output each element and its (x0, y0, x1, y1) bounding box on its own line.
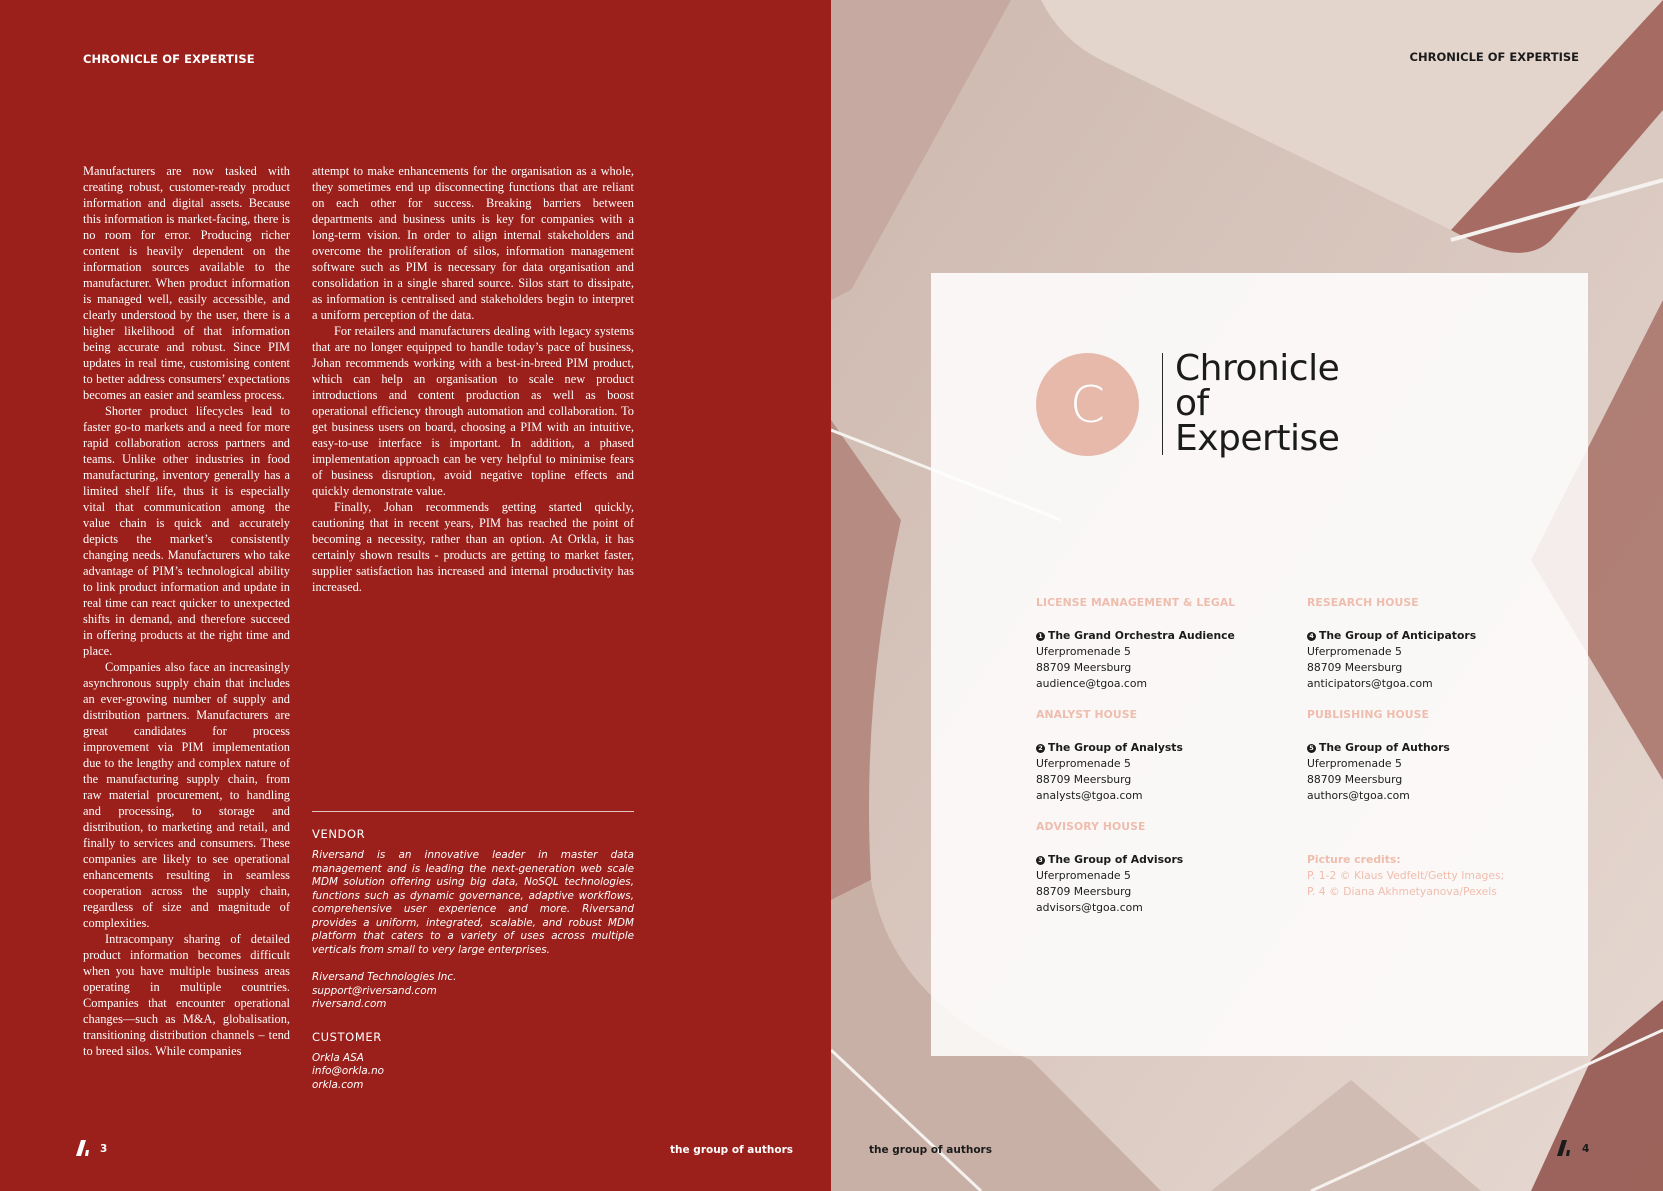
customer-email[interactable]: info@orkla.no (312, 1065, 385, 1077)
body-paragraph: For retailers and manufacturers dealing with legacy systems that are no longer equipped to handle today’s pace of business, Johan recommends working with a best-in-breed PIM product, which can help an organisation to scale new product introductions and content production as well as boost operational efficiency through automation and collaboration. To get business users on board, choosing a PIM with an intuitive, easy-to-use interface is important. In addition, a phased implementation approach can be very helpful to minimise fears of business disruption, avoid negative topline effects and quickly demonstrate value. (312, 324, 634, 498)
logo-title-line: Chronicle (1175, 348, 1340, 389)
running-head: CHRONICLE OF EXPERTISE (83, 52, 255, 66)
entry-city: 88709 Meersburg (1307, 773, 1403, 786)
brand-slash-mark-icon (1557, 1140, 1571, 1156)
number-badge: 2 (1036, 744, 1045, 753)
address-column-left (1036, 596, 1296, 932)
divider (312, 811, 634, 812)
entry-title: The Group of Analysts (1048, 741, 1183, 754)
credits-heading: Picture credits: (1307, 853, 1401, 866)
entry-street: Uferpromenade 5 (1307, 645, 1402, 658)
body-paragraph: Companies also face an increasingly asynchronous supply chain that includes an ever-growing number of supply and distribution partners. Manufacturers are great candidates for process improvement via PIM implementation due to the lengthy and complex nature of the manufacturing supply chain, from raw material procurement, to handling and processing, to storage and distribution, to marketing and retail, and finally to services and consumers. These companies are likely to see operational enhancements resulting in seamless cooperation across the supply chain, regardless of size and magnitude of complexities. (83, 660, 290, 930)
vendor-company: Riversand Technologies Inc. (312, 971, 457, 983)
entry-name (1036, 852, 1296, 868)
entry-title: The Grand Orchestra Audience (1048, 629, 1235, 642)
contact-panel (931, 273, 1588, 1056)
logo-title-line: Expertise (1175, 418, 1340, 459)
body-paragraph: Manufacturers are now tasked with creating robust, customer-ready product information and digital assets. Because this information is market-facing, there is no room for error. Producing richer content is heavily dependent on the information sources available to the manufacturer. When product information is managed well, easily accessible, and clearly understood by the user, there is a higher likelihood of that information being accurate and robust. Since PIM updates in real time, customising content to better address consumers’ expectations becomes an easier and seamless process. (83, 164, 290, 402)
vendor-contact (312, 971, 634, 1012)
right-page (831, 0, 1663, 1191)
footer-brand: the group of authors (670, 1144, 793, 1156)
body-paragraph: Shorter product lifecycles lead to faster go-to markets and a need for more rapid collaboration across partners and teams. Unlike other industries in food manufacturing, inventory generally has a limited shelf life, thus it is especially vital that communication among the value chain is quick and accurately depicts the market’s consistently changing needs. Manufacturers who take advantage of PIM’s technological ability to link product information and update in real time can react quicker to unexpected shifts in demand, and therefore succeed in offering products at the right time and place. (83, 404, 290, 658)
address-group (1036, 708, 1296, 820)
house-heading: LICENSE MANAGEMENT & LEGAL (1036, 596, 1236, 609)
address-group (1307, 596, 1567, 708)
page-number: 3 (100, 1143, 108, 1155)
address-group (1036, 596, 1296, 708)
entry-street: Uferpromenade 5 (1307, 757, 1402, 770)
address-group (1307, 708, 1567, 820)
entry-email[interactable]: authors@tgoa.com (1307, 789, 1410, 802)
entry-street: Uferpromenade 5 (1036, 869, 1131, 882)
entry-city: 88709 Meersburg (1307, 661, 1403, 674)
logo-title-line: of (1175, 383, 1209, 424)
number-badge: 5 (1307, 744, 1316, 753)
house-heading: ADVISORY HOUSE (1036, 820, 1146, 833)
number-badge: 3 (1036, 856, 1045, 865)
body-paragraph: Finally, Johan recommends getting started quickly, cautioning that in recent years, PIM has reached the point of becoming a necessity, rather than an option. At Orkla, it has certainly shown results - products are getting to market faster, supplier satisfaction has increased and internal productivity has increased. (312, 500, 634, 594)
running-head: CHRONICLE OF EXPERTISE (1409, 50, 1579, 64)
address-column-right (1307, 596, 1567, 900)
entry-name (1307, 628, 1567, 644)
entry-name (1036, 740, 1296, 756)
entry-email[interactable]: analysts@tgoa.com (1036, 789, 1143, 802)
house-heading: RESEARCH HOUSE (1307, 596, 1419, 609)
logo-divider (1162, 353, 1163, 455)
vendor-website[interactable]: riversand.com (312, 998, 387, 1010)
address-group (1036, 820, 1296, 932)
entry-city: 88709 Meersburg (1036, 661, 1132, 674)
house-heading: PUBLISHING HOUSE (1307, 708, 1430, 721)
logo-title (1175, 348, 1340, 459)
entry-email[interactable]: anticipators@tgoa.com (1307, 677, 1433, 690)
body-paragraph: attempt to make enhancements for the organisation as a whole, they sometimes end up disconnecting functions that are reliant on each other for success. Breaking barriers between departments and business units is key for companies with a long-term vision. In order to align internal stakeholders and overcome the proliferation of silos, information management software such as PIM is necessary for data organisation and consolidation in a single shared source. Silos start to dissipate, as information is centralised and stakeholders begin to interpret a uniform perception of the data. (312, 164, 634, 322)
entry-name (1307, 740, 1567, 756)
entry-city: 88709 Meersburg (1036, 885, 1132, 898)
entry-name (1036, 628, 1296, 644)
number-badge: 4 (1307, 632, 1316, 641)
body-column-2 (312, 163, 634, 595)
customer-website[interactable]: orkla.com (312, 1078, 364, 1091)
body-column-1 (83, 163, 290, 1093)
customer-contact (312, 1052, 634, 1093)
entry-email[interactable]: audience@tgoa.com (1036, 677, 1147, 690)
vendor-description: Riversand is an innovative leader in master data management and is leading the next-generation web scale MDM solution offering using big data, NoSQL technologies, functions such as dynamic governance, adaptive workflows, comprehensive user experience and more. Riversand provides a uniform, integrated, scalable, and robust MDM platform that caters to a variety of uses across multiple verticals from small to very large enterprises. (312, 849, 634, 956)
credit-line: P. 4 © Diana Akhmetyanova/Pexels (1307, 885, 1497, 898)
entry-title: The Group of Advisors (1048, 853, 1184, 866)
entry-street: Uferpromenade 5 (1036, 757, 1131, 770)
page-number: 4 (1582, 1143, 1590, 1155)
number-badge: 1 (1036, 632, 1045, 641)
customer-heading: CUSTOMER (312, 1029, 382, 1044)
vendor-heading: VENDOR (312, 827, 366, 841)
entry-title: The Group of Authors (1319, 741, 1450, 754)
entry-email[interactable]: advisors@tgoa.com (1036, 901, 1143, 914)
brand-slash-mark-icon (76, 1140, 90, 1156)
vendor-email[interactable]: support@riversand.com (312, 984, 437, 997)
picture-credits (1307, 820, 1567, 900)
entry-title: The Group of Anticipators (1319, 629, 1477, 642)
vendor-customer-box (312, 827, 634, 1092)
entry-street: Uferpromenade 5 (1036, 645, 1131, 658)
logo-mark: C (1036, 353, 1139, 456)
footer-brand: the group of authors (869, 1144, 992, 1156)
credit-line: P. 1-2 © Klaus Vedfelt/Getty Images; (1307, 869, 1505, 882)
house-heading: ANALYST HOUSE (1036, 708, 1138, 721)
customer-company: Orkla ASA (312, 1051, 364, 1064)
body-paragraph: Intracompany sharing of detailed product information becomes difficult when you have multiple business areas operating in multiple countries. Companies that encounter operational changes—such as M&A, globalisation, transitioning distribution channels – tend to breed silos. While companies (83, 932, 290, 1058)
entry-city: 88709 Meersburg (1036, 773, 1132, 786)
left-page (0, 0, 831, 1191)
